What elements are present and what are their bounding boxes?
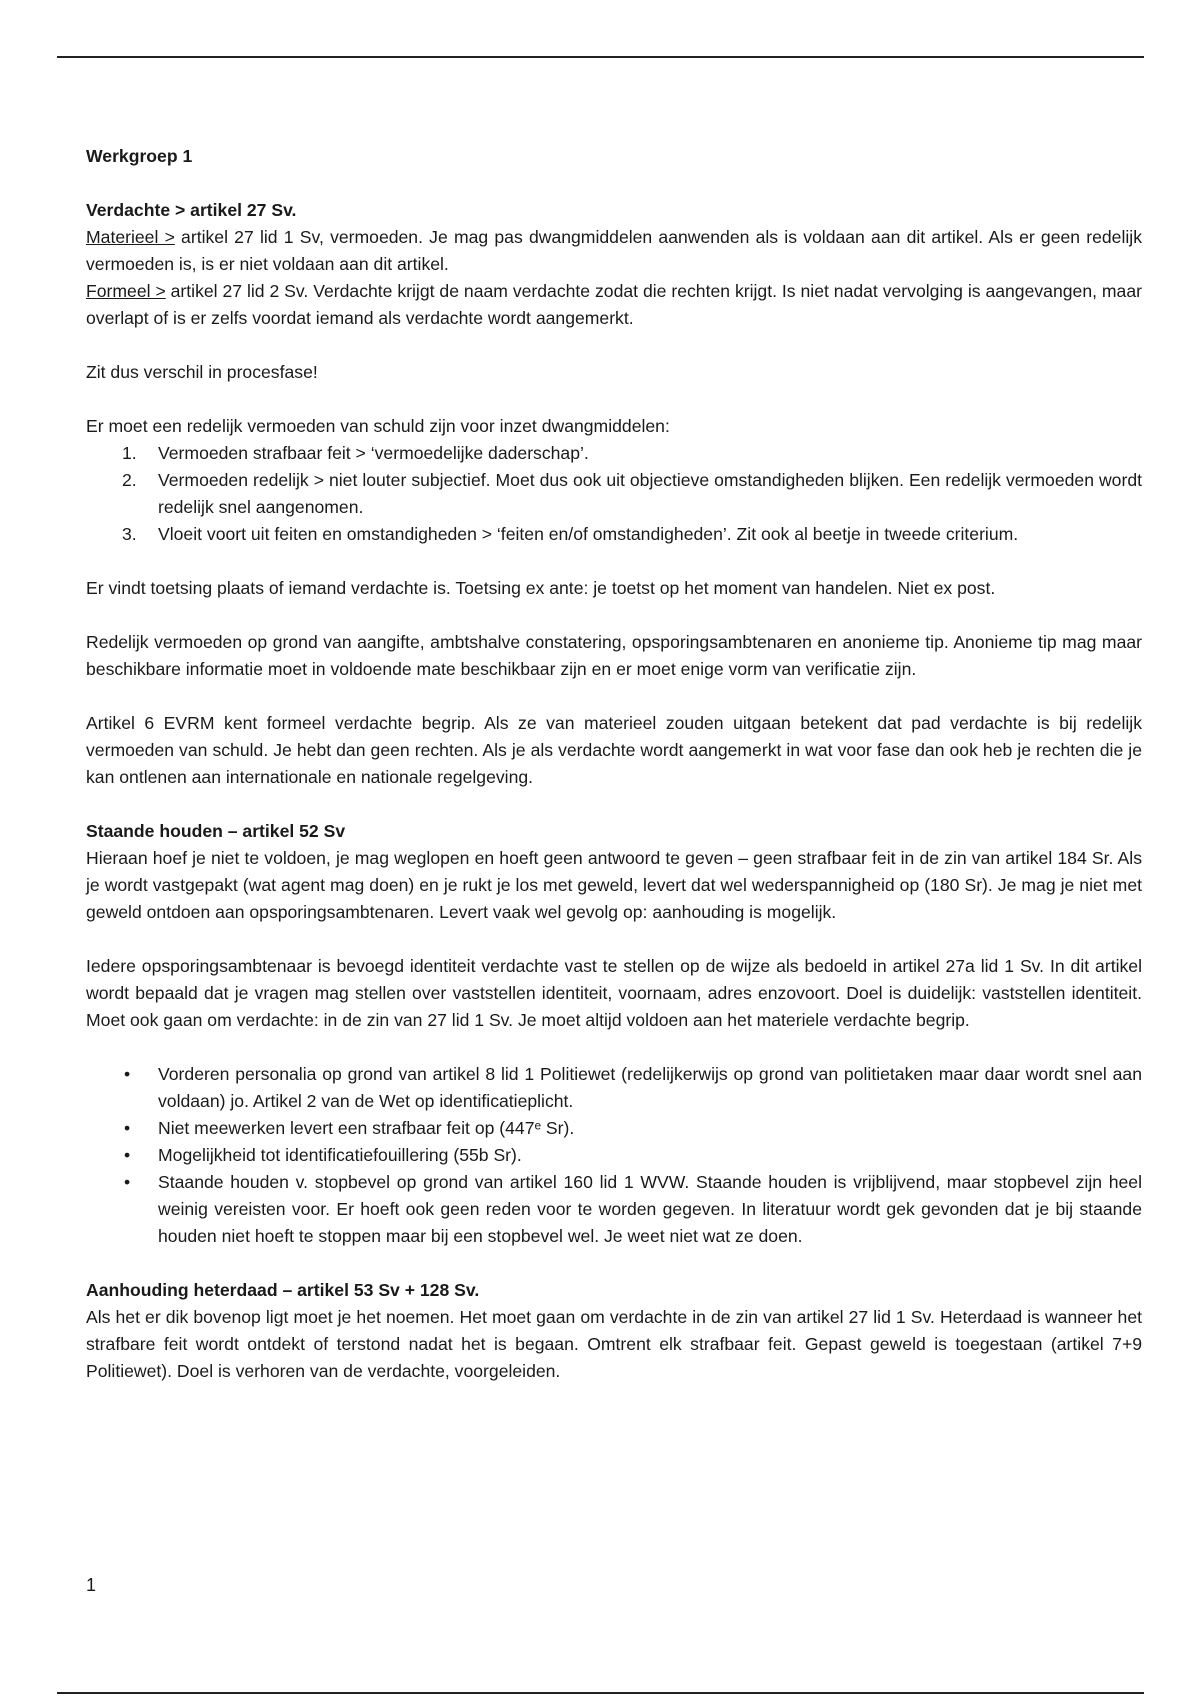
text-formeel: artikel 27 lid 2 Sv. Verdachte krijgt de naam verdachte zodat die rechten krijgt. Is niet nadat vervolging is aangevangen, maar overlapt of is er zelfs voordat iemand als verdachte wordt aangemerkt. bbox=[86, 281, 1142, 328]
label-formeel: Formeel > bbox=[86, 281, 166, 301]
list-item-text: Vloeit voort uit feiten en omstandigheden > ‘feiten en/of omstandigheden’. Zit ook al beetje in tweede criterium. bbox=[158, 524, 1019, 544]
bullet-icon: • bbox=[124, 1118, 131, 1138]
bullet-icon: • bbox=[124, 1172, 131, 1192]
page-number: 1 bbox=[86, 1575, 97, 1595]
document-title: Werkgroep 1 bbox=[86, 146, 193, 166]
list-item-text: Vermoeden redelijk > niet louter subjectief. Moet dus ook uit objectieve omstandigheden blijken. Een redelijk vermoeden wordt redelijk snel aangenomen. bbox=[158, 470, 1142, 517]
list-number: 1. bbox=[122, 443, 137, 463]
list-item-text: Vorderen personalia op grond van artikel 8 lid 1 Politiewet (redelijkerwijs op grond van politietaken maar daar wordt snel aan voldaan) jo. Artikel 2 van de Wet op identificatieplicht. bbox=[158, 1064, 1142, 1111]
bullet-icon: • bbox=[124, 1145, 131, 1165]
paragraph-staande-houden-1: Hieraan hoef je niet te voldoen, je mag weglopen en hoeft geen antwoord te geven – geen strafbaar feit in de zin van artikel 184 Sr. Als je wordt vastgepakt (wat agent mag doen) en je rukt je los met geweld, levert dat wel wederspannigheid op (180 Sr). Je mag je niet met geweld ontdoen aan opsporingsambtenaren. Levert vaak wel gevolg op: aanhouding is mogelijk. bbox=[86, 848, 1142, 922]
list-item bbox=[122, 521, 1142, 548]
list-item bbox=[122, 467, 1142, 521]
paragraph-aanhouding: Als het er dik bovenop ligt moet je het noemen. Het moet gaan om verdachte in de zin van artikel 27 lid 1 Sv. Heterdaad is wanneer het strafbare feit wordt ontdekt of terstond nadat het is begaan. Omtrent elk strafbaar feit. Gepast geweld is toegestaan (artikel 7+9 Politiewet). Doel is verhoren van de verdachte, voorgeleiden. bbox=[86, 1307, 1142, 1381]
text-materieel: artikel 27 lid 1 Sv, vermoeden. Je mag pas dwangmiddelen aanwenden als is voldaan aan dit artikel. Als er geen redelijk vermoeden is, is er niet voldaan aan dit artikel. bbox=[86, 227, 1142, 274]
list-item bbox=[124, 1115, 1142, 1142]
heading-aanhouding: Aanhouding heterdaad – artikel 53 Sv + 128 Sv. bbox=[86, 1280, 480, 1300]
list-item-text: Mogelijkheid tot identificatiefouillering (55b Sr). bbox=[158, 1145, 522, 1165]
heading-staande-houden: Staande houden – artikel 52 Sv bbox=[86, 821, 346, 841]
document-body bbox=[86, 143, 1142, 1385]
criteria-list bbox=[86, 440, 1142, 548]
header-rule bbox=[57, 56, 1144, 58]
paragraph-verschil: Zit dus verschil in procesfase! bbox=[86, 362, 318, 382]
paragraph-toetsing: Er vindt toetsing plaats of iemand verdachte is. Toetsing ex ante: je toetst op het moment van handelen. Niet ex post. bbox=[86, 578, 996, 598]
paragraph-redelijk-vermoeden: Redelijk vermoeden op grond van aangifte, ambtshalve constatering, opsporingsambtenaren en anonieme tip. Anonieme tip mag maar beschikbare informatie moet in voldoende mate beschikbaar zijn en er moet enige vorm van verificatie zijn. bbox=[86, 632, 1142, 679]
paragraph-evrm: Artikel 6 EVRM kent formeel verdachte begrip. Als ze van materieel zouden uitgaan betekent dat pad verdachte is bij redelijk vermoeden van schuld. Je hebt dan geen rechten. Als je als verdachte wordt aangemerkt in wat voor fase dan ook heb je rechten die je kan ontlenen aan internationale en nationale regelgeving. bbox=[86, 713, 1142, 787]
paragraph-staande-houden-2: Iedere opsporingsambtenaar is bevoegd identiteit verdachte vast te stellen op de wijze als bedoeld in artikel 27a lid 1 Sv. In dit artikel wordt bepaald dat je vragen mag stellen over vaststellen identiteit, voornaam, adres enzovoort. Doel is duidelijk: vaststellen identiteit. Moet ook gaan om verdachte: in de zin van 27 lid 1 Sv. Je moet altijd voldoen aan het materiele verdachte begrip. bbox=[86, 956, 1142, 1030]
paragraph-formeel bbox=[86, 278, 1142, 332]
list-item bbox=[124, 1142, 1142, 1169]
heading-verdachte: Verdachte > artikel 27 Sv. bbox=[86, 200, 297, 220]
list-item bbox=[124, 1169, 1142, 1250]
list-item-text: Vermoeden strafbaar feit > ‘vermoedelijke daderschap’. bbox=[158, 443, 589, 463]
list-number: 3. bbox=[122, 524, 137, 544]
criteria-intro: Er moet een redelijk vermoeden van schuld zijn voor inzet dwangmiddelen: bbox=[86, 416, 670, 436]
bullet-icon: • bbox=[124, 1064, 131, 1084]
list-item bbox=[122, 440, 1142, 467]
label-materieel: Materieel > bbox=[86, 227, 175, 247]
list-item bbox=[124, 1061, 1142, 1115]
footer-rule bbox=[57, 1692, 1144, 1694]
list-item-text: Staande houden v. stopbevel op grond van artikel 160 lid 1 WVW. Staande houden is vrijblijvend, maar stopbevel zijn heel weinig vereisten voor. Er hoeft ook geen reden voor te worden gegeven. In literatuur wordt gek gevonden dat je bij staande houden niet hoeft te stoppen maar bij een stopbevel wel. Je weet niet wat ze doen. bbox=[158, 1172, 1142, 1246]
bullet-list bbox=[86, 1061, 1142, 1250]
list-number: 2. bbox=[122, 470, 137, 490]
list-item-text: Niet meewerken levert een strafbaar feit op (447ᵉ Sr). bbox=[158, 1118, 575, 1138]
paragraph-materieel bbox=[86, 224, 1142, 278]
